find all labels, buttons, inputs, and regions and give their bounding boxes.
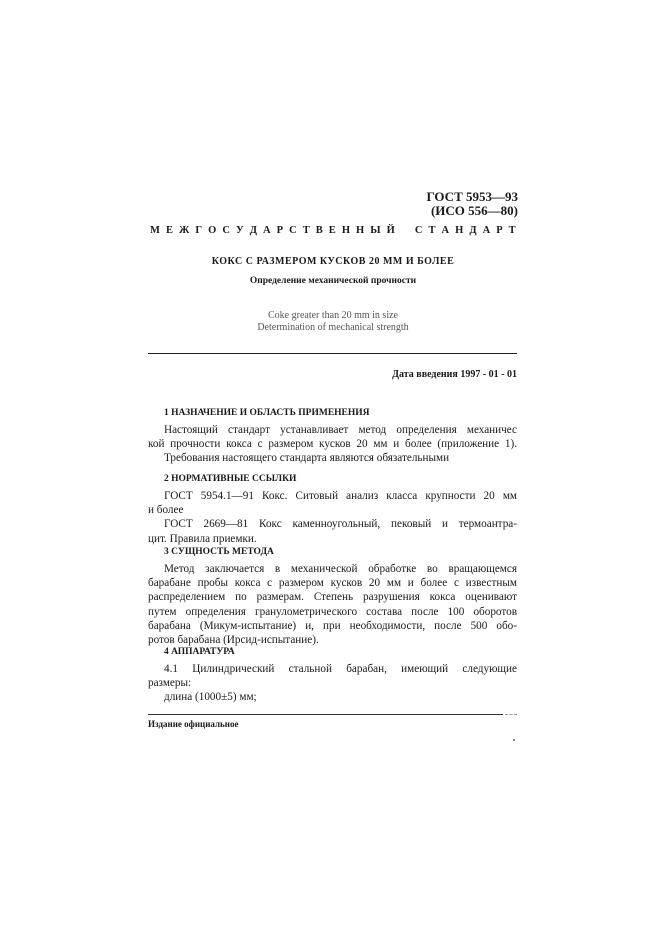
section-4-heading: 4 АППАРАТУРА	[164, 647, 235, 657]
scan-speck	[513, 739, 515, 741]
text-line: 4.1 Цилиндрический стальной барабан, имеющий следующие	[164, 663, 517, 675]
text-line: Настоящий стандарт устанавливает метод определения механичес	[164, 424, 517, 436]
interstate-standard-heading: М Е Ж Г О С У Д А Р С Т В Е Н Н Ы Й С Т А Н Д А Р Т	[150, 225, 516, 236]
text-line: кой прочности кокса с размером кусков 20 мм и более (приложение 1).	[148, 438, 517, 451]
document-title-ru: КОКС С РАЗМЕРОМ КУСКОВ 20 ММ И БОЛЕЕ	[211, 256, 455, 267]
document-title-en: Coke greater than 20 mm in size	[268, 310, 398, 321]
section-3-heading: 3 СУЩНОСТЬ МЕТОДА	[164, 547, 274, 557]
footer-divider-tail	[505, 714, 517, 715]
footer-divider	[148, 714, 503, 715]
gost-number: ГОСТ 5953—93	[426, 189, 518, 204]
section-1-heading: 1 НАЗНАЧЕНИЕ И ОБЛАСТЬ ПРИМЕНЕНИЯ	[164, 408, 370, 418]
document-subtitle-en: Determination of mechanical strength	[257, 322, 409, 333]
text-line: распределением по размерам. Степень разрушения кокса оценивают	[148, 591, 517, 604]
text-line: размеры:	[148, 677, 192, 690]
text-line: Метод заключается в механической обработке во вращающемся	[164, 563, 517, 575]
iso-number: (ИСО 556—80)	[430, 203, 518, 218]
text-line: ротов барабана (Ирсид-испытание).	[148, 634, 319, 647]
text-line: барабана (Микум-испытание) и, при необходимости, после 500 обо-	[148, 619, 517, 632]
introduction-date: Дата введения 1997 - 01 - 01	[392, 369, 517, 380]
text-line: ГОСТ 5954.1—91 Кокс. Ситовый анализ класса крупности 20 мм	[164, 490, 517, 502]
section-3-body	[148, 562, 517, 647]
section-4-body	[148, 662, 517, 705]
document-subtitle-ru: Определение механической прочности	[249, 276, 417, 286]
section-2-heading: 2 НОРМАТИВНЫЕ ССЫЛКИ	[164, 474, 297, 484]
official-edition-label: Издание официальное	[148, 719, 239, 729]
text-line: ГОСТ 2669—81 Кокс каменноугольный, пековый и термоантра-	[164, 518, 517, 531]
section-1-body	[148, 423, 517, 466]
text-line: путем определения гранулометрического состава после 100 оборотов	[148, 605, 517, 618]
section-2-body	[148, 489, 517, 546]
text-line: цит. Правила приемки.	[148, 532, 257, 545]
text-line: и более	[148, 504, 184, 517]
text-line: барабане пробы кокса с размером кусков 20 мм и более с известным	[148, 577, 517, 590]
text-line: Требования настоящего стандарта являются обязательными	[164, 452, 450, 465]
text-line: длина (1000±5) мм;	[164, 691, 257, 704]
header-divider	[148, 353, 517, 354]
